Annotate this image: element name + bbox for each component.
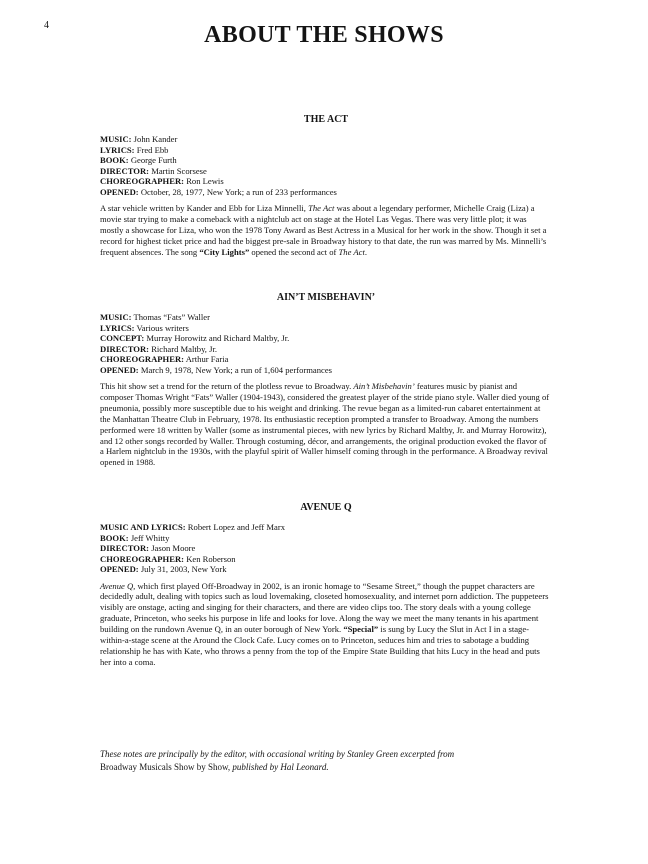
show-title: AIN’T MISBEHAVIN’ [276,292,376,303]
credit-line [100,344,552,355]
description-italic: The Act [338,246,365,257]
credits-list [100,522,552,575]
description-text: This hit show set a trend for the return of the plotless revue to Broadway. [100,381,354,391]
credit-value: Jason Moore [151,543,196,553]
show-description [100,381,552,468]
credit-value: October, 28, 1977, New York; a run of 233 performances [140,186,337,197]
credit-label: DIRECTOR: [100,543,150,553]
credit-value: Fred Ebb [136,144,169,155]
credit-value: July 31, 2003, New York [140,564,227,574]
page-number: 4 [44,20,49,31]
credit-line [100,365,552,376]
credit-line [100,543,552,554]
page-title: ABOUT THE SHOWS [204,22,444,48]
credit-value: March 9, 1978, New York; a run of 1,604 performances [140,364,332,375]
description-text: which first played Off-Broadway in 2002, is an ironic homage to “Sesame Street,” though the puppet characters are decidedly adult, dealing with topics such as loud lovemaking, closeted homosexuality, and internet porn addiction. The puppeteers visibly are onstage, acting and singing for their characters, and there are video clips too. The story deals with a young college graduate, Princeton, who seeks his purpose in life and looks for love. Along the way we meet the many tenants in his apartment building on the rundown Avenue Q, in an outer borough of New York. [100,580,549,635]
footer-book-title: Broadway Musicals Show by Show, [100,761,231,772]
credit-value: Ken Roberson [186,553,236,564]
description-italic: The Act [308,203,335,213]
credit-label: LYRICS: [100,144,135,155]
footer-italic: These notes are principally by the editor, with occasional writing by Stanley Green excerpted from [100,749,455,759]
description-song-title: “City Lights” [199,246,250,257]
description-text: is sung by Lucy the Slut in Act I in a stage-within-a-stage scene at the Around the Clock Cafe. Lucy comes on to Princeton, seduces him and tries to sabotage a budding relationship he has with Kate, who throws a penny from the top of the Empire State Building that hits Lucy in the head and puts her into a coma. [100,624,540,667]
credits-list [100,312,552,375]
description-text: features music by pianist and composer Thomas Wright “Fats” Waller (1904-1943), considered the greatest player of the stride piano style. Waller died young of pneumonia, possibly more susceptible due to his weight and drinking. The revue began as a limited-run cabaret entertainment at the Manhattan Theatre Club in February, 1978. Its enthusiastic reception prompted a transfer to Broadway. Among the numbers performed were 18 written by Waller (some as instrumental pieces, with new lyrics by Richard Maltby, Jr. and Murray Horowitz), and 12 other songs recorded by Waller. Through costuming, décor, and arrangements, the original production evoked the flavor of a Harlem nightclub in the 1930s, with the playful spirit of Waller himself coming through in the performance. A Broadway revival opened in 1988. [100,381,550,468]
credit-label: CHOREOGRAPHER: [100,176,185,186]
description-text: . [364,246,368,257]
credit-value: George Furth [130,155,177,165]
credit-line [100,312,552,323]
footer-note [100,748,560,773]
credit-line [100,176,552,187]
credit-value: Ron Lewis [186,176,224,186]
credit-label: MUSIC: [100,312,132,322]
credit-value: Richard Maltby, Jr. [151,343,217,354]
credit-label: CONCEPT: [100,333,145,343]
credit-label: DIRECTOR: [100,343,150,354]
credit-line [100,533,552,544]
description-italic: Avenue Q, [100,580,136,591]
credit-label: CHOREOGRAPHER: [100,354,185,364]
show-section-avenue-q [100,502,552,668]
credit-line [100,354,552,365]
show-section-the-act [100,114,552,258]
description-text: was about a legendary performer, Michelle Craig (Liza) a movie star trying to make a comeback with a nightclub act on stage at the Hotel Las Vegas. There was very little plot; it was mostly a showcase for Liza, who won the 1978 Tony Award as Best Actress in a Musical for her work in the show. Though it set a record for highest ticket price and had the biggest pre-sale in Broadway history to that date, the run was marred by Ms. Minnelli’s frequent absences. The song [100,203,547,257]
credit-label: CHOREOGRAPHER: [100,553,185,564]
credit-line [100,155,552,166]
credit-line [100,333,552,344]
credit-value: Arthur Faria [185,354,229,364]
credit-label: BOOK: [100,532,129,543]
show-description [100,203,552,258]
credit-value: Thomas “Fats” Waller [133,312,210,322]
credit-label: LYRICS: [100,322,135,333]
credit-label: MUSIC: [100,134,132,144]
credit-line [100,166,552,177]
credit-line [100,522,552,533]
credit-label: BOOK: [100,155,129,165]
credit-label: MUSIC AND LYRICS: [100,522,186,532]
credit-line [100,145,552,156]
credit-value: Various writers [136,322,189,333]
show-description [100,581,552,668]
description-song-title: “Special” [343,624,379,635]
credit-value: Martin Scorsese [151,165,207,176]
credit-label: OPENED: [100,564,139,574]
show-title: THE ACT [303,114,349,125]
show-title: AVENUE Q [300,502,352,513]
credit-line [100,323,552,334]
credit-line [100,564,552,575]
credit-value: Murray Horowitz and Richard Maltby, Jr. [146,333,290,343]
credit-value: John Kander [133,134,178,144]
credit-label: OPENED: [100,364,139,375]
description-text: opened the second act of [249,246,339,257]
credit-line [100,187,552,198]
credits-list [100,134,552,197]
credit-value: Robert Lopez and Jeff Marx [187,522,286,532]
credit-label: DIRECTOR: [100,165,150,176]
credit-line [100,554,552,565]
credit-line [100,134,552,145]
show-section-aint-misbehavin [100,292,552,468]
credit-label: OPENED: [100,186,139,197]
footer-italic: published by Hal Leonard. [230,761,329,772]
description-italic: Ain’t Misbehavin’ [353,381,415,391]
credit-value: Jeff Whitty [130,532,170,543]
description-text: A star vehicle written by Kander and Ebb for Liza Minnelli, [100,203,309,213]
